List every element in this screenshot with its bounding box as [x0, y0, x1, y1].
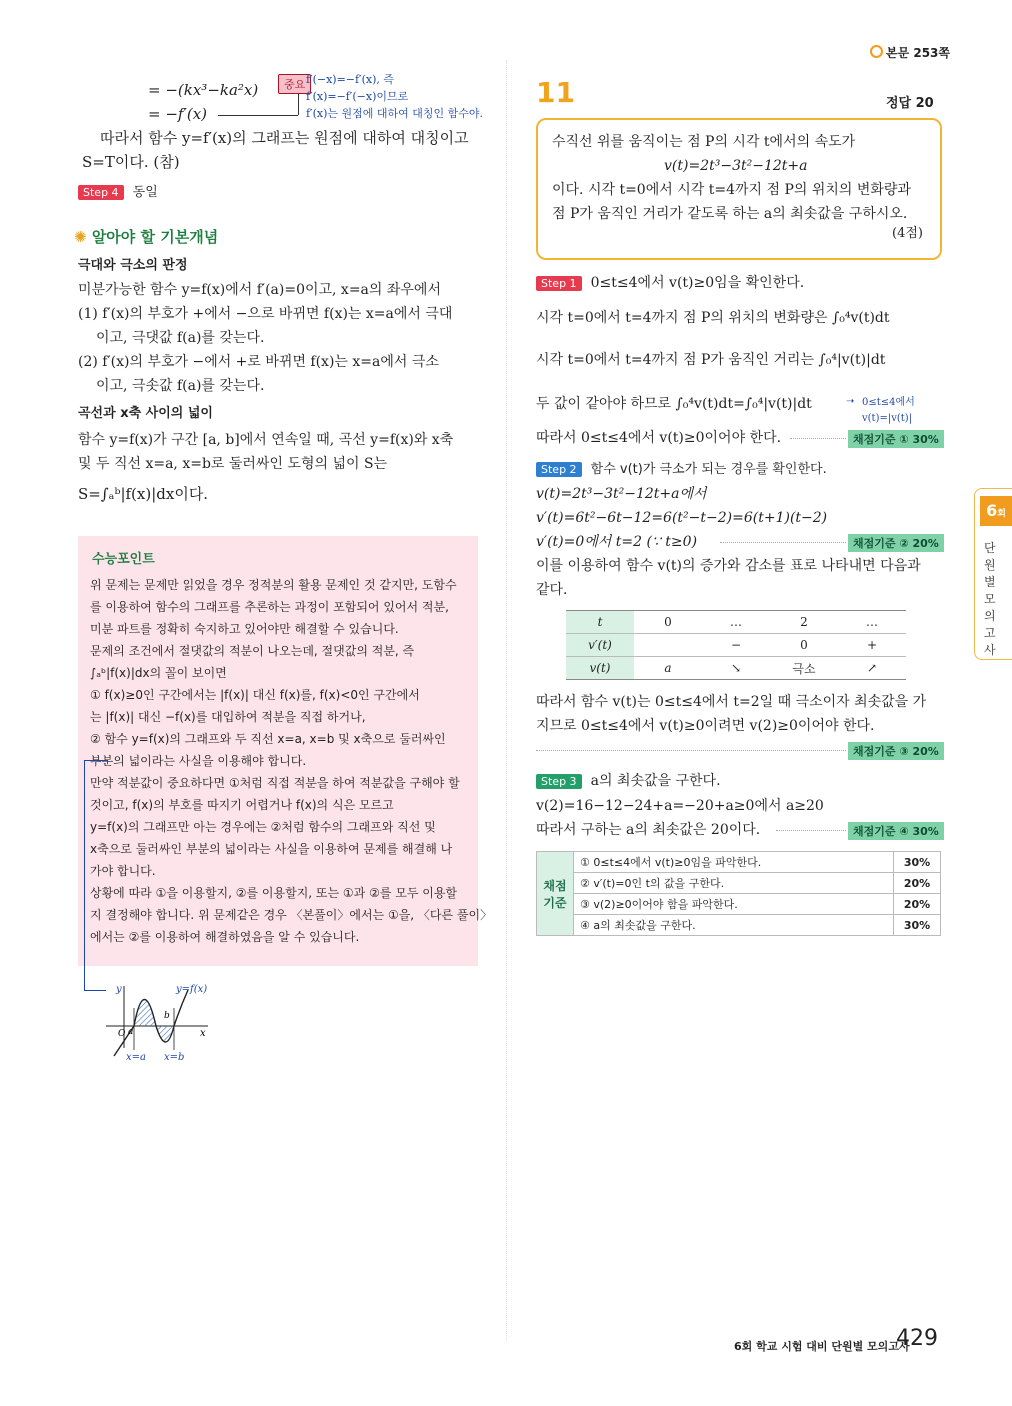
step1-side-note1: 0≤t≤4에서: [862, 397, 915, 408]
graph-label-xa: x=a: [126, 1052, 146, 1063]
problem-line2: v(t)=2t³−3t²−12t+a: [664, 158, 808, 174]
step4-tag: Step 4: [78, 185, 124, 200]
graph-label-x: x: [200, 1028, 206, 1039]
step2-line2: v′(t)=6t²−6t−12=6(t²−t−2)=6(t+1)(t−2): [536, 510, 828, 526]
step3-dots: [776, 830, 846, 831]
step2-line1: v(t)=2t³−3t²−12t+a에서: [536, 486, 707, 502]
table-cell: [634, 634, 702, 657]
exam-point-line: 지 결정해야 합니다. 위 문제같은 경우 〈본풀이〉에서는 ①을, 〈다른 풀이〉: [90, 908, 493, 922]
side-tab-number: 6회: [980, 496, 1012, 526]
step1-side-note2: v(t)=|v(t)|: [862, 413, 913, 424]
equation-line-2: = −f′(x): [148, 105, 208, 123]
step2-line5: 같다.: [536, 582, 568, 598]
exam-point-line: 가야 합니다.: [90, 864, 156, 878]
graph-label-o: O: [118, 1029, 126, 1039]
table-cell: …: [838, 611, 906, 634]
table-cell: ↘: [702, 657, 770, 680]
step1-line3: 두 값이 같아야 하므로 ∫₀⁴v(t)dt=∫₀⁴|v(t)|dt: [536, 396, 812, 412]
table-cell: 30%: [894, 915, 941, 936]
concept1-line4: (2) f′(x)의 부호가 −에서 +로 바뀌면 f(x)는 x=a에서 극소: [78, 354, 439, 370]
step2-line7: 지므로 0≤t≤4에서 v(t)≥0이려면 v(2)≥0이어야 한다.: [536, 718, 875, 734]
column-divider: [506, 60, 507, 1340]
exam-point-line: 에서는 ②를 이용하여 해결하였음을 알 수 있습니다.: [90, 930, 360, 944]
table-row: [537, 915, 941, 936]
step1-line4: 따라서 0≤t≤4에서 v(t)≥0이어야 한다.: [536, 430, 782, 446]
table-row: [537, 894, 941, 915]
table-cell: ↗: [838, 657, 906, 680]
scoring-label: 채점 기준: [537, 852, 574, 936]
exam-point-line: y=f(x)의 그래프만 아는 경우에는 ②처럼 함수의 그래프와 직선 및: [90, 820, 436, 834]
area-graph: [96, 978, 236, 1068]
graph-label-a: a: [128, 1027, 134, 1037]
step1-line2: 시각 t=0에서 t=4까지 점 P가 움직인 거리는 ∫₀⁴|v(t)|dt: [536, 352, 886, 368]
page-number: 429: [896, 1326, 938, 1351]
concepts-heading: ✺ 알아야 할 기본개념: [74, 228, 219, 246]
graph-label-fx: y=f(x): [176, 984, 208, 995]
step3-tag: Step 3: [536, 774, 582, 789]
table-cell: v′(t): [566, 634, 634, 657]
table-cell: …: [702, 611, 770, 634]
note-connector: [84, 760, 85, 990]
table-cell: ② v′(t)=0인 t의 값을 구한다.: [574, 873, 894, 894]
important-tag: 중요: [278, 74, 311, 94]
step3-line1: v(2)=16−12−24+a=−20+a≥0에서 a≥20: [536, 798, 824, 814]
circle-icon: [870, 45, 883, 58]
exam-point-line: ① f(x)≥0인 구간에서는 |f(x)| 대신 f(x)를, f(x)<0인 구간에서: [90, 688, 420, 702]
step3-title: a의 최솟값을 구한다.: [590, 773, 721, 789]
exam-point-line: 부분의 넓이라는 사실을 이용해야 합니다.: [90, 754, 307, 768]
important-note-3: f′(x)는 원점에 대하여 대칭인 함수야.: [306, 107, 483, 120]
exam-point-line: 는 |f(x)| 대신 −f(x)를 대입하여 적분을 직접 하거나,: [90, 710, 366, 724]
note-connector-top: [84, 760, 108, 761]
step3-header: [536, 770, 721, 790]
exam-point-title: 수능포인트: [92, 552, 155, 567]
problem-line3: 이다. 시각 t=0에서 시각 t=4까지 점 P의 위치의 변화량과: [552, 182, 911, 198]
concept1-line3: 이고, 극댓값 f(a)를 갖는다.: [96, 330, 265, 346]
step2-title: 함수 v(t)가 극소가 되는 경우를 확인한다.: [590, 462, 827, 477]
table-cell: 2: [770, 611, 838, 634]
table-cell: a: [634, 657, 702, 680]
lightbulb-icon: ✺: [74, 228, 87, 246]
step1-dots: [790, 438, 846, 439]
graph-label-xb: x=b: [164, 1052, 185, 1063]
concept1-title: 극대와 극소의 판정: [78, 258, 188, 273]
table-row: [537, 852, 941, 873]
exam-point-line: 상황에 따라 ①을 이용할지, ②를 이용할지, 또는 ①과 ②를 모두 이용할: [90, 886, 458, 900]
concept1-line2: (1) f′(x)의 부호가 +에서 −으로 바뀌면 f(x)는 x=a에서 극대: [78, 306, 453, 322]
problem-line4: 점 P가 움직인 거리가 같도록 하는 a의 최솟값을 구하시오.: [552, 206, 908, 222]
equation-connector: [218, 115, 298, 116]
step2-line4: 이를 이용하여 함수 v(t)의 증가와 감소를 표로 나타내면 다음과: [536, 558, 921, 574]
table-cell: 극소: [770, 657, 838, 680]
problem-number: 11: [536, 76, 575, 109]
table-cell: v(t): [566, 657, 634, 680]
problem-points: (4점): [892, 226, 923, 241]
table-cell: ① 0≤t≤4에서 v(t)≥0임을 파악한다.: [574, 852, 894, 873]
table-cell: 0: [770, 634, 838, 657]
table-row: [566, 657, 906, 680]
step4-text: 동일: [132, 185, 158, 200]
table-row: [566, 634, 906, 657]
exam-point-line: x축으로 둘러싸인 부분의 넓이라는 사실을 이용하여 문제를 해결해 나: [90, 842, 453, 856]
step1-side-arrow-icon: ➝: [846, 396, 855, 407]
equation-line-1: = −(kx³−ka²x): [148, 81, 259, 99]
important-note-1: f′(−x)=−f′(x), 즉: [306, 73, 394, 86]
exam-point-line: ② 함수 y=f(x)의 그래프와 두 직선 x=a, x=b 및 x축으로 둘러싸인: [90, 732, 446, 746]
step1-title: 0≤t≤4에서 v(t)≥0임을 확인한다.: [590, 275, 805, 291]
step2-dots: [720, 542, 846, 543]
exam-point-line: 위 문제는 문제만 읽었을 경우 정적분의 활용 문제인 것 같지만, 도함수: [90, 578, 457, 592]
conclusion-line-1: 따라서 함수 y=f′(x)의 그래프는 원점에 대하여 대칭이고: [100, 129, 469, 147]
table-row: [537, 873, 941, 894]
criterion-1: 채점기준 ① 30%: [848, 430, 944, 448]
sign-table: [566, 610, 906, 680]
scoring-table: [536, 851, 941, 936]
table-row: [566, 611, 906, 634]
exam-point-line: 미분 파트를 정확히 숙지하고 있어야만 해결할 수 있습니다.: [90, 622, 399, 636]
exam-point-line: 만약 적분값이 중요하다면 ①처럼 직접 적분을 하여 적분값을 구해야 할: [90, 776, 460, 790]
table-cell: ④ a의 최솟값을 구한다.: [574, 915, 894, 936]
footer-text: 6회 학교 시험 대비 단원별 모의고사: [734, 1340, 910, 1353]
table-cell: 30%: [894, 852, 941, 873]
table-cell: +: [838, 634, 906, 657]
step1-tag: Step 1: [536, 276, 582, 291]
step2-line3: v′(t)=0에서 t=2 (∵ t≥0): [536, 534, 698, 550]
table-cell: t: [566, 611, 634, 634]
step2-tag: Step 2: [536, 462, 582, 477]
table-cell: 20%: [894, 894, 941, 915]
concept2-line1: 함수 y=f(x)가 구간 [a, b]에서 연속일 때, 곡선 y=f(x)와 x축: [78, 432, 454, 448]
step4: [78, 181, 158, 200]
concept1-line5: 이고, 극솟값 f(a)를 갖는다.: [96, 378, 265, 394]
step1-header: [536, 272, 804, 292]
concept2-line3: S=∫ₐᵇ|f(x)|dx이다.: [78, 485, 209, 503]
step2-dots-2: [536, 750, 846, 751]
concept2-title: 곡선과 x축 사이의 넓이: [78, 406, 213, 421]
table-cell: 0: [634, 611, 702, 634]
criterion-2: 채점기준 ② 20%: [848, 534, 944, 552]
exam-point-line: 문제의 조건에서 절댓값의 적분이 나오는데, 절댓값의 적분, 즉: [90, 644, 415, 658]
concept2-line2: 및 두 직선 x=a, x=b로 둘러싸인 도형의 넓이 S는: [78, 456, 388, 472]
graph-label-b: b: [164, 1011, 170, 1021]
page-reference: 본문 253쪽: [870, 44, 950, 61]
table-cell: ③ v(2)≥0이어야 함을 파악한다.: [574, 894, 894, 915]
exam-point-line: ∫ₐᵇ|f(x)|dx의 꼴이 보이면: [90, 666, 227, 680]
side-tab-label: 단원별 모의고사: [984, 541, 996, 657]
important-note-2: f′(x)=−f′(−x)이므로: [306, 90, 409, 103]
exam-point-line: 것이고, f(x)의 부호를 따지기 어렵거나 f(x)의 식은 모르고: [90, 798, 394, 812]
step1-line1: 시각 t=0에서 t=4까지 점 P의 위치의 변화량은 ∫₀⁴v(t)dt: [536, 310, 890, 326]
table-cell: −: [702, 634, 770, 657]
answer-label: 정답 20: [886, 96, 934, 111]
graph-label-y: y: [116, 984, 122, 995]
conclusion-line-2: S=T이다. (참): [82, 153, 180, 171]
criterion-4: 채점기준 ④ 30%: [848, 822, 944, 840]
criterion-3: 채점기준 ③ 20%: [848, 742, 944, 760]
concept1-line1: 미분가능한 함수 y=f(x)에서 f′(a)=0이고, x=a의 좌우에서: [78, 282, 441, 298]
step2-header: [536, 458, 827, 477]
problem-line1: 수직선 위를 움직이는 점 P의 시각 t에서의 속도가: [552, 134, 856, 150]
exam-point-line: 를 이용하여 함수의 그래프를 추론하는 과정이 포함되어 있어서 적분,: [90, 600, 449, 614]
table-cell: 20%: [894, 873, 941, 894]
step2-line6: 따라서 함수 v(t)는 0≤t≤4에서 t=2일 때 극소이자 최솟값을 가: [536, 694, 927, 710]
step3-line2: 따라서 구하는 a의 최솟값은 20이다.: [536, 822, 761, 838]
